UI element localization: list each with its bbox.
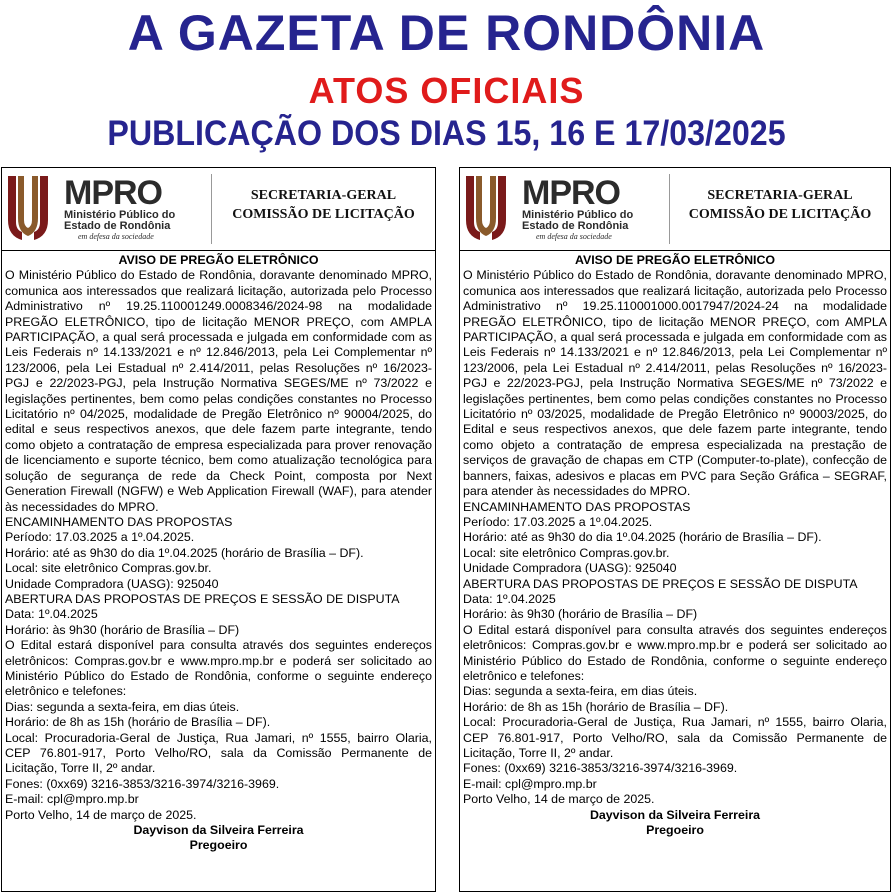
signer-role: Pregoeiro xyxy=(646,823,704,838)
signer-name: Dayvison da Silveira Ferreira xyxy=(133,823,304,838)
days-text: Dias: segunda a sexta-feira, em dias úteis. xyxy=(5,699,240,714)
header-divider xyxy=(669,174,670,244)
opening-time: Horário: às 9h30 (horário de Brasília – DF) xyxy=(463,607,698,622)
uasg-text: Unidade Compradora (UASG): 925040 xyxy=(5,576,219,591)
section-title: ATOS OFICIAIS xyxy=(308,70,585,111)
opening-date: Data: 1º.04.2025 xyxy=(5,607,98,622)
notice-heading: AVISO DE PREGÃO ELETRÔNICO xyxy=(118,253,319,267)
days-text: Dias: segunda a sexta-feira, em dias úteis. xyxy=(463,684,698,699)
deadline-text: Horário: até as 9h30 do dia 1º.04.2025 (horário de Brasília – DF). xyxy=(5,545,364,560)
notice-header xyxy=(2,168,435,251)
hours-text: Horário: de 8h as 15h (horário de Brasília – DF). xyxy=(463,699,729,714)
notice-right xyxy=(459,167,891,892)
notice-body xyxy=(460,251,890,838)
edital-text: O Edital estará disponível para consulta através dos seguintes endereços eletrônicos: Compras.gov.br e www.mpro.mp.br e poderá ser solicitado ao Ministério Público do Estado de Rondônia, conforme o seguinte endereço eletrônico e telefones: xyxy=(463,622,887,683)
header-divider xyxy=(211,174,212,244)
mpro-logo-icon xyxy=(6,174,50,242)
edital-text: O Edital estará disponível para consulta através dos seguintes endereços eletrônicos: Compras.gov.br e www.mpro.mp.br e poderá ser solicitado ao Ministério Público do Estado de Rondônia, conforme o seguinte endereço eletrônico e telefones: xyxy=(5,638,432,699)
period-text: Período: 17.03.2025 a 1º.04.2025. xyxy=(463,514,653,529)
notice-left xyxy=(1,167,436,892)
opening-time: Horário: às 9h30 (horário de Brasília – DF) xyxy=(5,622,240,637)
address-text: Local: Procuradoria-Geral de Justiça, Rua Jamari, nº 1555, bairro Olaria, CEP 76.801-917, Porto Velho/RO, sala da Comissão Permanente de Licitação, Torre II, 2º andar. xyxy=(5,730,432,776)
section-heading: ABERTURA DAS PROPOSTAS DE PREÇOS E SESSÃO DE DISPUTA xyxy=(5,591,400,606)
department-name: SECRETARIA-GERAL COMISSÃO DE LICITAÇÃO xyxy=(232,188,415,222)
notice-header xyxy=(460,168,890,251)
deadline-text: Horário: até as 9h30 do dia 1º.04.2025 (horário de Brasília – DF). xyxy=(463,530,822,545)
site-text: Local: site eletrônico Compras.gov.br. xyxy=(5,561,212,576)
email-text: E-mail: cpl@mpro.mp.br xyxy=(5,792,139,807)
email-text: E-mail: cpl@mpro.mp.br xyxy=(463,776,597,791)
phones-text: Fones: (0xx69) 3216-3853/3216-3974/3216-3969. xyxy=(5,776,280,791)
uasg-text: Unidade Compradora (UASG): 925040 xyxy=(463,561,677,576)
phones-text: Fones: (0xx69) 3216-3853/3216-3974/3216-3969. xyxy=(463,761,738,776)
notice-intro: O Ministério Público do Estado de Rondônia, doravante denominado MPRO, comunica aos interessados que realizará licitação, autorizada pelo Processo Administrativo nº 19.25.110001249.0008346/2024-98 na modalidade PREGÃO ELETRÔNICO, tipo de licitação MENOR PREÇO, com AMPLA PARTICIPAÇÃO, a qual será processada e julgada em conformidade com as Leis Federais nº 14.133/2021 e nº 12.846/2013, pela Lei Complementar nº 123/2006, pela Lei Estadual nº 2.414/2011, pelas Resoluções nº 16/2023-PGJ e 22/2023-PGJ, pela Instrução Normativa SEGES/ME nº 73/2022 e legislações pertinentes, bem como pelas condições constantes no Processo Licitatório nº 04/2025, modalidade de Pregão Eletrônico nº 90004/2025, do edital e seus respectivos anexos, que dele fazem parte integrante, tendo como objeto a contratação de empresa especializada para prover renovação de licenciamento e suporte técnico, bem como atualização tecnológica para solução de segurança de rede da Check Point, composta por Next Generation Firewall (NGFW) e Web Application Firewall (WAF), para atender às necessidades do MPRO. xyxy=(5,268,432,514)
notice-heading: AVISO DE PREGÃO ELETRÔNICO xyxy=(574,253,776,267)
place-date: Porto Velho, 14 de março de 2025. xyxy=(463,792,655,807)
site-text: Local: site eletrônico Compras.gov.br. xyxy=(463,545,670,560)
section-heading: ENCAMINHAMENTO DAS PROPOSTAS xyxy=(463,499,691,514)
publication-dates: PUBLICAÇÃO DOS DIAS 15, 16 E 17/03/2025 xyxy=(107,114,786,153)
newspaper-title: A GAZETA DE RONDÔNIA xyxy=(127,5,766,61)
hours-text: Horário: de 8h as 15h (horário de Brasília – DF). xyxy=(5,715,271,730)
section-heading: ENCAMINHAMENTO DAS PROPOSTAS xyxy=(5,514,233,529)
notice-body xyxy=(2,251,435,854)
period-text: Período: 17.03.2025 a 1º.04.2025. xyxy=(5,530,195,545)
mpro-brand: MPRO Ministério Público do Estado de Rondônia em defesa da sociedade xyxy=(64,174,176,241)
signer-name: Dayvison da Silveira Ferreira xyxy=(589,807,761,822)
department-name: SECRETARIA-GERAL COMISSÃO DE LICITAÇÃO xyxy=(688,188,872,222)
mpro-logo-icon xyxy=(464,174,508,242)
address-text: Local: Procuradoria-Geral de Justiça, Rua Jamari, nº 1555, bairro Olaria, CEP 76.801-917, Porto Velho/RO, sala da Comissão Permanente de Licitação, Torre II, 2º andar. xyxy=(463,715,887,760)
signer-role: Pregoeiro xyxy=(189,838,248,853)
mpro-brand: MPRO Ministério Público do Estado de Rondônia em defesa da sociedade xyxy=(522,174,634,241)
place-date: Porto Velho, 14 de março de 2025. xyxy=(5,807,197,822)
notice-intro: O Ministério Público do Estado de Rondônia, doravante denominado MPRO, comunica aos interessados que realizará licitação, autorizada pelo Processo Administrativo nº 19.25.110001000.0017947/2024-24 na modalidade PREGÃO ELETRÔNICO, tipo de licitação MENOR PREÇO, com AMPLA PARTICIPAÇÃO, a qual será processada e julgada em conformidade com as Leis Federais nº 14.133/2021 e nº 12.846/2013, pela Lei Complementar nº 123/2006, pela Lei Estadual nº 2.414/2011, pelas Resoluções nº 16/2023-PGJ e 22/2023-PGJ, pela Instrução Normativa SEGES/ME nº 73/2022 e legislações pertinentes, bem como pelas condições constantes no Processo Licitatório nº 03/2025, modalidade de Pregão Eletrônico nº 90003/2025, do Edital e seus respectivos anexos, que dele fazem parte integrante, tendo como objeto a contratação de empresa especializada na prestação de serviços de gravação de chapas em CTP (Computer-to-plate), confecção de banners, faixas, adesivos e placas em PVC para Seção Gráfica – SEGRAF, para atender às necessidades do MPRO. xyxy=(463,268,887,499)
section-heading: ABERTURA DAS PROPOSTAS DE PREÇOS E SESSÃO DE DISPUTA xyxy=(463,576,858,591)
opening-date: Data: 1º.04.2025 xyxy=(463,591,556,606)
